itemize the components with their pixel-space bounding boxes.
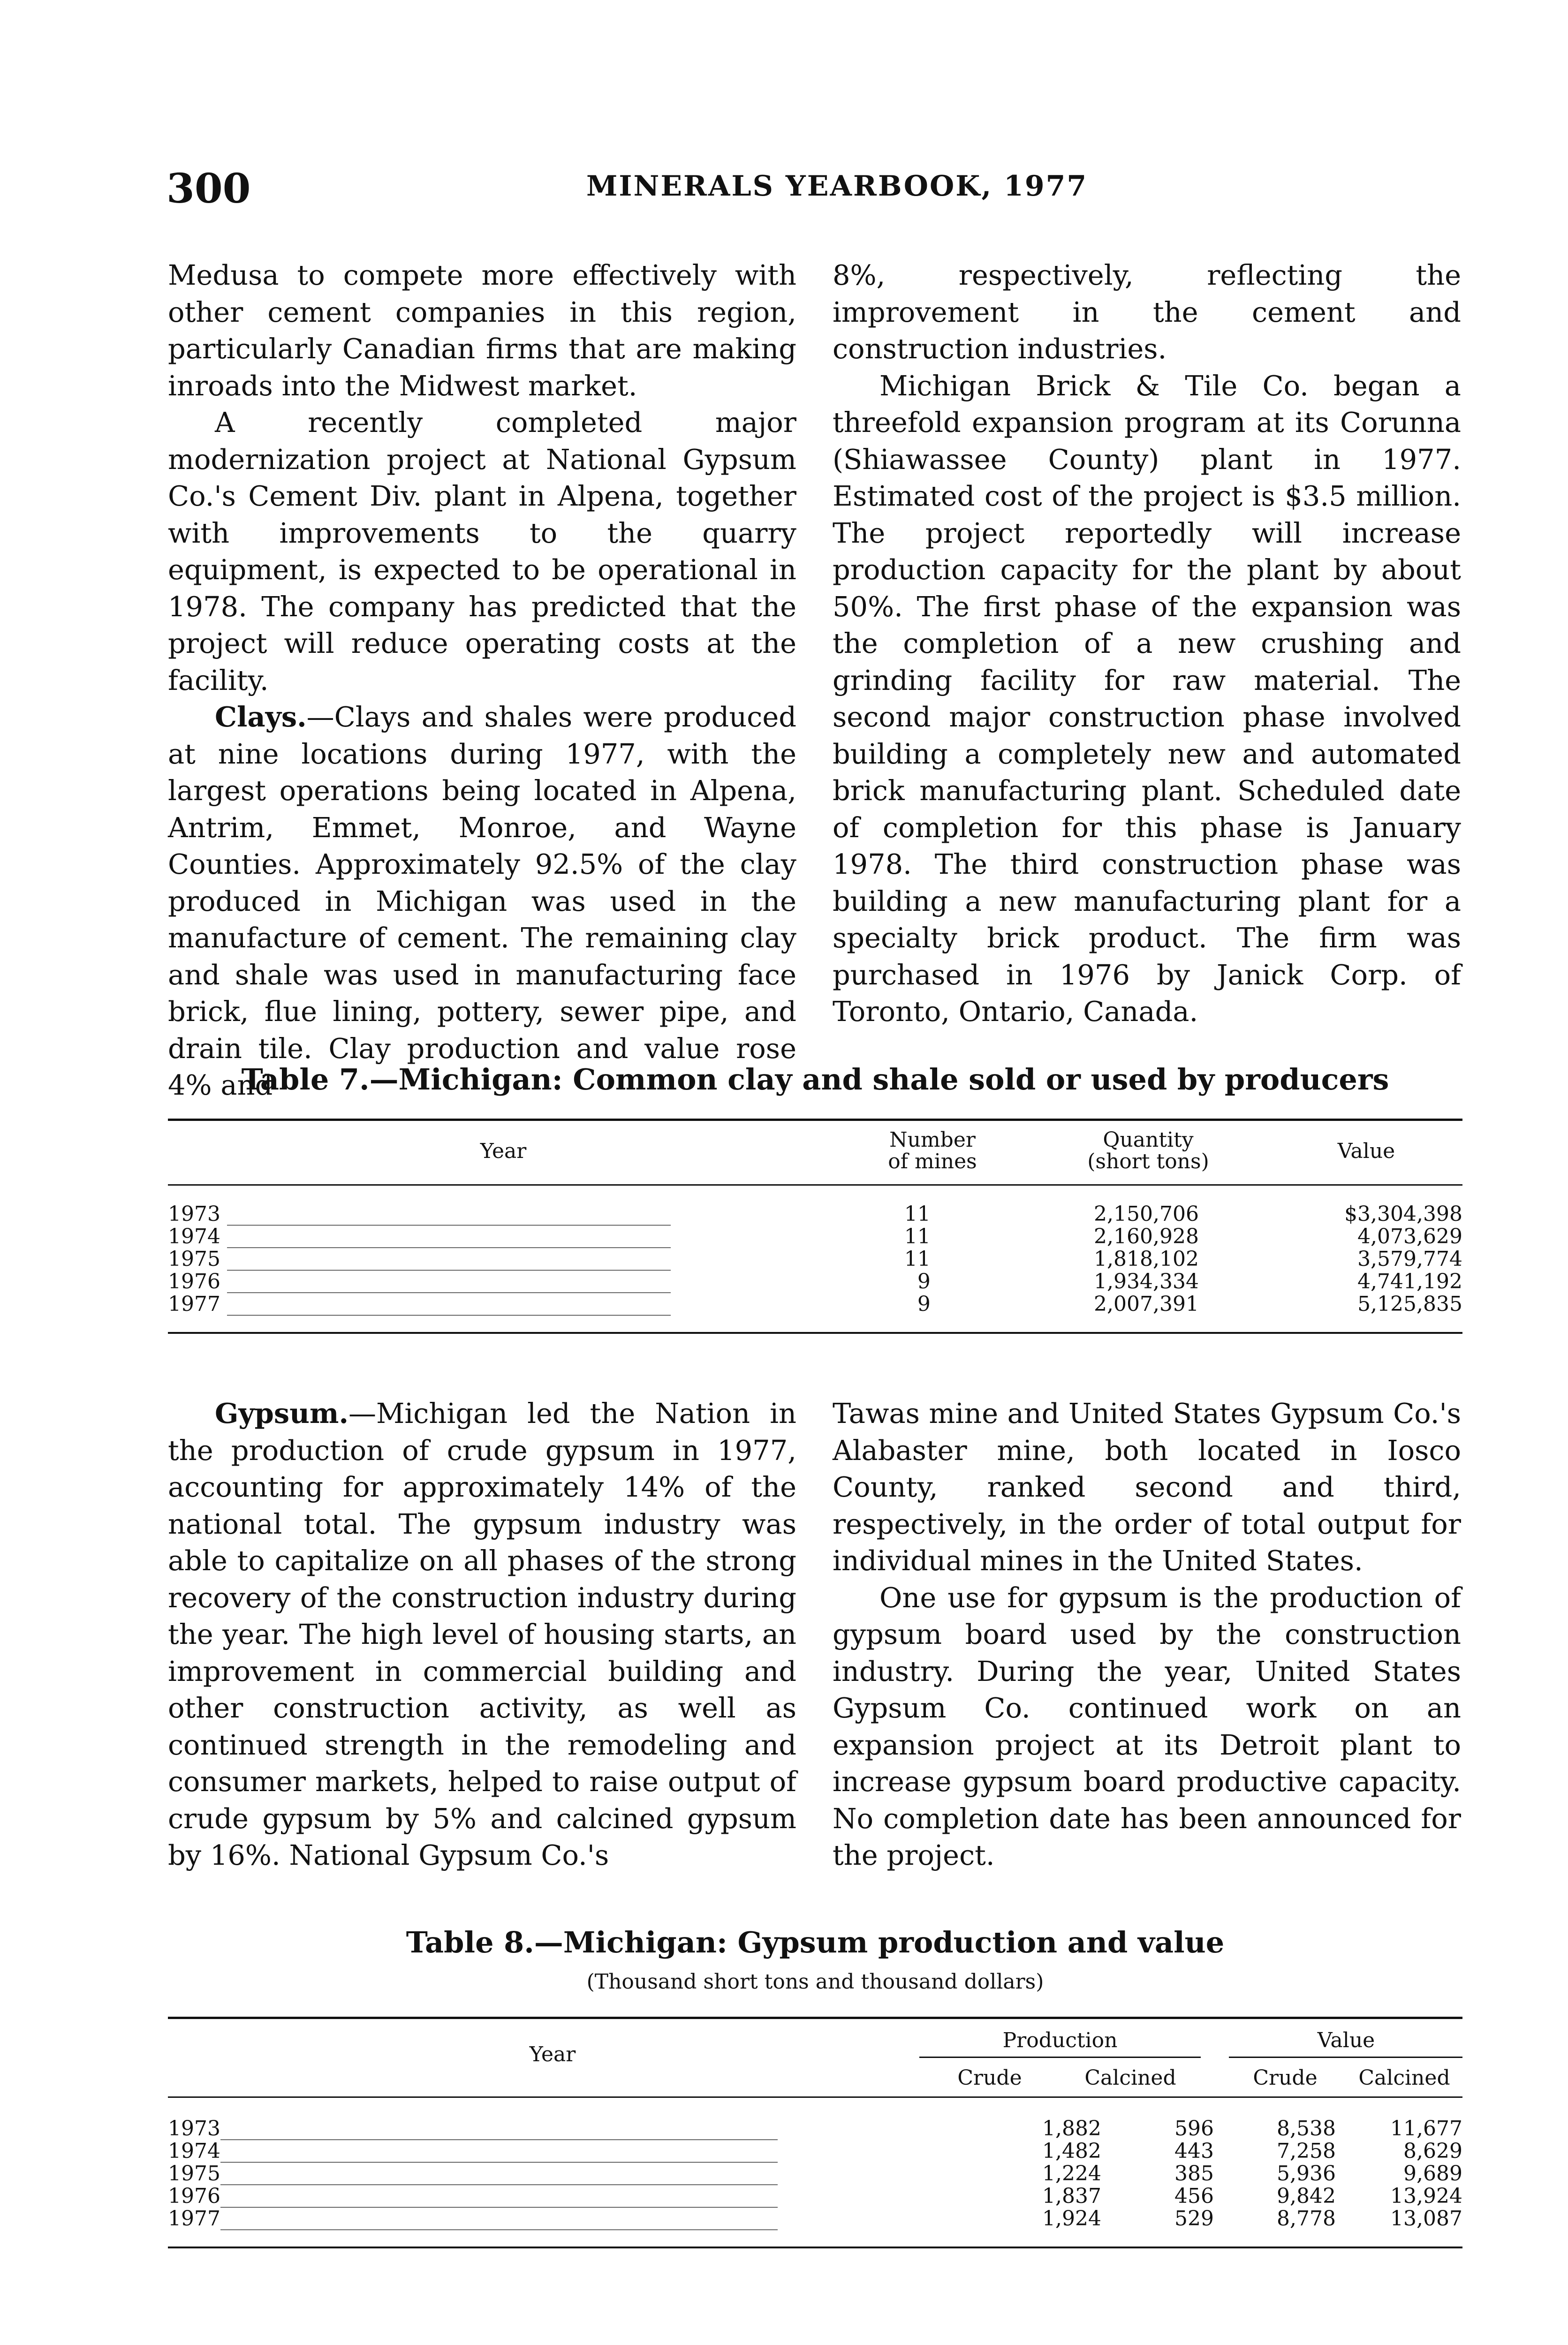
table8-prod-calcined: 443 — [1174, 2139, 1214, 2163]
table-row — [168, 1203, 1462, 1225]
paragraph: 8%, respectively, reflecting the improvement in the cement and construction industries. — [833, 259, 1461, 365]
paragraph: Medusa to compete more effectively with other cement companies in this region, particularly Canadian firms that are making inroads into the Midwest market. — [168, 259, 796, 402]
table8-prod-crude-cell — [909, 2208, 1214, 2230]
table7-year: 1975 — [168, 1248, 220, 1271]
table7-mines-cell: 9 — [917, 1292, 931, 1316]
table8-header-prod-calcined: Calcined — [1084, 2066, 1176, 2090]
table8-prod-calcined: 529 — [1174, 2207, 1214, 2231]
table7-header-quantity — [1026, 1129, 1270, 1172]
table7-header — [168, 1129, 1462, 1172]
table-row — [168, 1271, 1462, 1293]
table7-body — [168, 1203, 1462, 1316]
paragraph-clays — [168, 699, 796, 1104]
text-column-bottom-right — [833, 1395, 1461, 1874]
paragraph-body: —Clays and shales were produced at nine locations during 1977, with the largest operations being located in Alpena, Antrim, Emmet, Monroe, and Wayne Counties. Approximately 92.5% of the clay produced in Michigan was used in the manufacture of cement. The remaining clay and shale was used in manufacturing face brick, flue lining, pottery, sewer pipe, and drain tile. Clay production and value rose 4% and — [168, 701, 796, 1101]
table8-top-rule — [168, 2017, 1462, 2019]
table-row — [168, 1248, 1462, 1271]
table8-header-rule — [168, 2096, 1462, 2098]
table7-quantity-cell: 2,007,391 — [1094, 1292, 1199, 1316]
table8-header-prod-crude: Crude — [957, 2066, 1022, 2090]
table8-body — [168, 2118, 1462, 2230]
table7-value-cell: 5,125,835 — [1357, 1292, 1462, 1316]
table8-prod-calcined: 456 — [1174, 2184, 1214, 2208]
table8-value-calcined: 13,924 — [1390, 2184, 1462, 2208]
table8-value-cell — [1214, 2118, 1462, 2140]
table-row — [168, 2208, 1462, 2230]
table-row — [168, 2118, 1462, 2140]
table8-header-production: Production — [1002, 2028, 1118, 2052]
table7-header-mines-line2: of mines — [888, 1150, 977, 1173]
table8-prod-crude: 1,837 — [1042, 2184, 1101, 2208]
table-row — [168, 1293, 1462, 1316]
text-column-bottom-left — [168, 1395, 796, 1874]
table7-value-cell: 3,579,774 — [1357, 1247, 1462, 1271]
table8-value-calcined: 11,677 — [1390, 2117, 1462, 2141]
table8-value-cell — [1214, 2163, 1462, 2185]
table7-year: 1977 — [168, 1293, 220, 1316]
page-number: 300 — [167, 165, 251, 212]
table8-year: 1974 — [168, 2140, 220, 2163]
section-head-gypsum: Gypsum. — [215, 1397, 349, 1430]
table7-mines-cell: 11 — [904, 1247, 931, 1271]
table7-year-cell: 1975 ___________________________________________ — [168, 1248, 671, 1271]
table7-quantity-cell: 2,160,928 — [1094, 1225, 1199, 1248]
table8-value-crude: 8,778 — [1277, 2207, 1336, 2231]
table8-year-cell: 1974______________________________________________________ — [168, 2140, 778, 2163]
table8-value-calcined: 13,087 — [1390, 2207, 1462, 2231]
table8-title: Table 8.—Michigan: Gypsum production and value — [406, 1925, 1225, 1959]
table-row — [168, 2163, 1462, 2185]
text-column-top-left — [168, 257, 796, 1104]
table8-prod-crude: 1,224 — [1042, 2162, 1101, 2186]
table7-year: 1974 — [168, 1225, 220, 1248]
paragraph: Michigan Brick & Tile Co. began a threefold expansion program at its Corunna (Shiawassee County) plant in 1977. Estimated cost of the project is $3.5 million. The project reportedly will increase production capacity for the plant by about 50%. The first phase of the expansion was the completion of a new crushing and grinding facility for raw material. The second major construction phase involved building a completely new and automated brick manufacturing plant. Scheduled date of completion for this phase is January 1978. The third construction phase was building a new manufacturing plant for a specialty brick product. The firm was purchased in 1976 by Janick Corp. of Toronto, Ontario, Canada. — [833, 369, 1461, 1028]
table7-mines-cell: 11 — [904, 1202, 931, 1226]
table8-year-cell: 1976______________________________________________________ — [168, 2185, 778, 2208]
table7-header-mines — [839, 1129, 1026, 1172]
table8-prod-crude: 1,882 — [1042, 2117, 1101, 2141]
table7-mines-cell: 11 — [904, 1225, 931, 1248]
section-head-clays: Clays. — [215, 701, 307, 733]
table7-header-year: Year — [480, 1139, 527, 1163]
table7-mines-cell: 9 — [917, 1270, 931, 1294]
table8-value-cell — [1214, 2185, 1462, 2208]
paragraph-body: —Michigan led the Nation in the production of crude gypsum in 1977, accounting for approximately 14% of the national total. The gypsum industry was able to capitalize on all phases of the strong recovery of the construction industry during the year. The high level of housing starts, an improvement in commercial building and other construction activity, as well as continued strength in the remodeling and consumer markets, helped to raise output of crude gypsum by 5% and calcined gypsum by 16%. National Gypsum Co.'s — [168, 1397, 796, 1871]
table7-value-cell: $3,304,398 — [1344, 1202, 1462, 1226]
table7-quantity-cell: 1,818,102 — [1094, 1247, 1199, 1271]
table8-value-crude: 5,936 — [1277, 2162, 1336, 2186]
table7-header-value: Value — [1337, 1139, 1395, 1163]
table7-title: Table 7.—Michigan: Common clay and shale sold or used by producers — [241, 1062, 1389, 1097]
table7-bottom-rule — [168, 1332, 1462, 1334]
table8-prod-crude: 1,924 — [1042, 2207, 1101, 2231]
running-title: MINERALS YEARBOOK, 1977 — [586, 170, 1088, 203]
table8-header-value-crude: Crude — [1253, 2066, 1318, 2090]
table8-value-crude: 9,842 — [1277, 2184, 1336, 2208]
table8-value-cell — [1214, 2140, 1462, 2163]
table8-prod-crude-cell — [909, 2163, 1214, 2185]
table8-bottom-rule — [168, 2247, 1462, 2248]
table-row — [168, 2185, 1462, 2208]
table8-prod-crude-cell — [909, 2185, 1214, 2208]
table7-header-quantity-line1: Quantity — [1103, 1128, 1194, 1152]
table7-year-cell: 1973 ___________________________________________ — [168, 1203, 671, 1225]
table-row — [168, 1225, 1462, 1248]
table7-quantity-cell: 2,150,706 — [1094, 1202, 1199, 1226]
table7-year: 1973 — [168, 1203, 220, 1225]
table8-value-crude: 8,538 — [1277, 2117, 1336, 2141]
table7-top-rule — [168, 1119, 1462, 1121]
paragraph: Tawas mine and United States Gypsum Co.'s Alabaster mine, both located in Iosco County, ranked second and third, respectively, in the order of total output for individual mines in the United States. — [833, 1397, 1461, 1577]
table8-header-year: Year — [529, 2042, 576, 2066]
table8-prod-crude: 1,482 — [1042, 2139, 1101, 2163]
table7-year-cell: 1974 ___________________________________________ — [168, 1225, 671, 1248]
table7-value-cell: 4,741,192 — [1357, 1270, 1462, 1294]
table7-quantity-cell: 1,934,334 — [1094, 1270, 1199, 1294]
table8-production-rule — [919, 2057, 1201, 2058]
table-row — [168, 2140, 1462, 2163]
table8-value-rule — [1229, 2057, 1462, 2058]
table8-year: 1975 — [168, 2163, 220, 2185]
table8-value-cell — [1214, 2208, 1462, 2230]
table8-subtitle: (Thousand short tons and thousand dollars) — [586, 1970, 1044, 1994]
table8-value-crude: 7,258 — [1277, 2139, 1336, 2163]
table8-year: 1973 — [168, 2118, 220, 2140]
table8-year-cell: 1973______________________________________________________ — [168, 2118, 778, 2140]
table7-year: 1976 — [168, 1271, 220, 1293]
table8-header-value-calcined: Calcined — [1358, 2066, 1450, 2090]
table8-value-calcined: 9,689 — [1403, 2162, 1462, 2186]
paragraph: One use for gypsum is the production of gypsum board used by the construction industry. During the year, United States Gypsum Co. continued work on an expansion project at its Detroit plant to increase gypsum board productive capacity. No completion date has been announced for the project. — [833, 1581, 1461, 1871]
paragraph-gypsum — [168, 1395, 796, 1874]
table8-prod-calcined: 385 — [1174, 2162, 1214, 2186]
table7-year-cell: 1977 ___________________________________________ — [168, 1293, 671, 1316]
table8-prod-crude-cell — [909, 2118, 1214, 2140]
table8-year-cell: 1975______________________________________________________ — [168, 2163, 778, 2185]
paragraph: A recently completed major modernization project at National Gypsum Co.'s Cement Div. plant in Alpena, together with improvements to the quarry equipment, is expected to be operational in 1978. The company has predicted that the project will reduce operating costs at the facility. — [168, 406, 796, 696]
text-column-top-right — [833, 257, 1461, 1030]
table8-year: 1976 — [168, 2185, 220, 2208]
table8-header-value: Value — [1317, 2028, 1375, 2052]
table7-value-cell: 4,073,629 — [1357, 1225, 1462, 1248]
table7-header-quantity-line2: (short tons) — [1087, 1150, 1209, 1173]
table8-value-calcined: 8,629 — [1403, 2139, 1462, 2163]
table8-year: 1977 — [168, 2208, 220, 2230]
table8-year-cell: 1977______________________________________________________ — [168, 2208, 778, 2230]
table7-year-cell: 1976 ___________________________________________ — [168, 1271, 671, 1293]
table7-header-rule — [168, 1184, 1462, 1186]
table8-prod-calcined: 596 — [1174, 2117, 1214, 2141]
table8-prod-crude-cell — [909, 2140, 1214, 2163]
table7-header-mines-line1: Number — [889, 1128, 976, 1152]
